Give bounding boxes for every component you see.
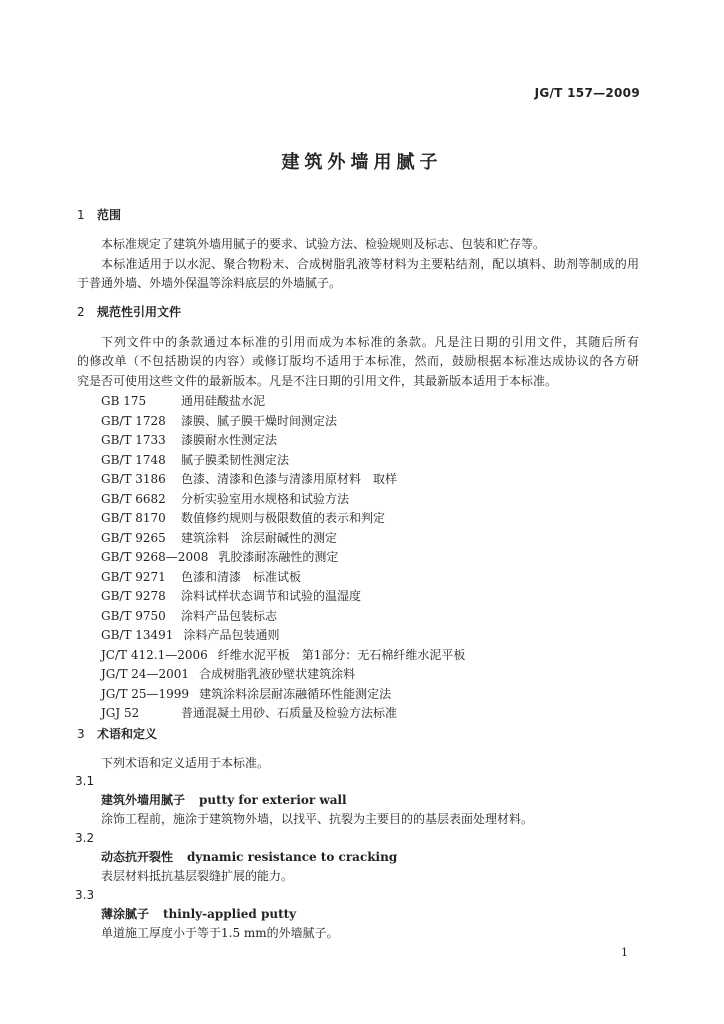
reference-code: GB/T 13491	[101, 628, 174, 642]
section-number: 2	[77, 305, 85, 319]
reference-item	[101, 569, 301, 585]
term-chinese: 动态抗开裂性	[101, 850, 174, 864]
reference-item	[101, 666, 355, 682]
reference-code: GB/T 1733	[101, 433, 166, 447]
reference-code: GB/T 1748	[101, 452, 166, 467]
reference-item	[101, 471, 397, 487]
term-english: thinly-applied putty	[163, 907, 297, 921]
reference-item	[101, 530, 337, 546]
term-entry	[101, 792, 347, 808]
reference-item	[101, 647, 465, 663]
reference-title: 涂料产品包装通则	[183, 628, 280, 642]
reference-title: 纤维水泥平板 第1部分：无石棉纤维水泥平板	[217, 647, 466, 662]
term-definition: 单道施工厚度小于等于1.5 mm的外墙腻子。	[101, 926, 339, 940]
reference-code: JG/T 24—2001	[101, 667, 190, 681]
standard-code: JG/T 157—2009	[534, 86, 640, 100]
section-3-heading	[77, 726, 157, 742]
reference-title: 分析实验室用水规格和试验方法	[181, 491, 350, 506]
reference-code: JG/T 25—1999	[101, 686, 190, 701]
reference-item	[101, 588, 361, 604]
reference-title: 普通混凝土用砂、石质量及检验方法标准	[181, 706, 398, 720]
term-english: putty for exterior wall	[199, 793, 347, 807]
reference-title: 通用硅酸盐水泥	[181, 394, 266, 408]
section-2-paragraph-b: 的修改单（不包括勘误的内容）或修订版均不适用于本标准，然而，鼓励根据本标准达成协议的各方研	[77, 354, 639, 368]
reference-code: GB/T 1728	[101, 413, 166, 428]
reference-title: 建筑涂料 涂层耐碱性的测定	[181, 530, 338, 545]
reference-title: 建筑涂料涂层耐冻融循环性能测定法	[199, 686, 392, 701]
reference-code: GB 175	[101, 394, 147, 408]
term-number: 3.2	[75, 831, 95, 845]
section-1-heading	[77, 207, 121, 223]
reference-code: GB/T 9268—2008	[101, 550, 209, 564]
reference-code: GB/T 8170	[101, 511, 166, 525]
reference-item	[101, 452, 289, 468]
reference-item	[101, 608, 277, 624]
section-1-paragraph-1: 本标准规定了建筑外墙用腻子的要求、试验方法、检验规则及标志、包装和贮存等。	[101, 237, 546, 251]
reference-title: 数值修约规则与极限数值的表示和判定	[181, 511, 386, 525]
section-2-paragraph-c: 究是否可使用这些文件的最新版本。凡是不注日期的引用文件，其最新版本适用于本标准。	[77, 374, 558, 388]
term-entry	[101, 906, 296, 922]
reference-code: GB/T 9750	[101, 608, 166, 623]
term-number: 3.3	[75, 888, 95, 902]
section-2-heading	[77, 304, 181, 320]
reference-title: 腻子膜柔韧性测定法	[181, 452, 290, 467]
reference-code: JC/T 412.1—2006	[101, 647, 208, 662]
reference-title: 漆膜耐水性测定法	[181, 433, 278, 447]
document-title: 建筑外墙用腻子	[281, 152, 443, 173]
reference-item	[101, 413, 337, 429]
section-number: 1	[77, 208, 85, 222]
term-chinese: 建筑外墙用腻子	[101, 793, 186, 807]
reference-code: JGJ 52	[101, 706, 140, 720]
section-number: 3	[77, 727, 85, 741]
term-entry	[101, 849, 397, 865]
reference-code: GB/T 9265	[101, 530, 166, 545]
reference-item	[101, 686, 391, 702]
term-number: 3.1	[75, 774, 95, 788]
reference-title: 漆膜、腻子膜干燥时间测定法	[181, 413, 338, 428]
reference-code: GB/T 6682	[101, 491, 166, 506]
reference-item	[101, 549, 338, 565]
reference-title: 乳胶漆耐冻融性的测定	[218, 550, 339, 564]
page-number: 1	[621, 946, 628, 959]
reference-item	[101, 705, 397, 721]
reference-item	[101, 491, 349, 507]
reference-title: 色漆、清漆和色漆与清漆用原材料 取样	[181, 472, 398, 486]
section-1-paragraph-2b: 于普通外墙、外墙外保温等涂料底层的外墙腻子。	[77, 276, 342, 290]
reference-title: 合成树脂乳液砂壁状建筑涂料	[199, 667, 356, 681]
reference-item	[101, 432, 277, 448]
term-definition: 涂饰工程前，施涂于建筑物外墙，以找平、抗裂为主要目的的基层表面处理材料。	[101, 812, 534, 826]
reference-title: 色漆和清漆 标准试板	[181, 569, 302, 584]
reference-code: GB/T 9278	[101, 589, 166, 603]
section-3-paragraph: 下列术语和定义适用于本标准。	[101, 756, 270, 770]
reference-code: GB/T 3186	[101, 472, 166, 486]
section-title: 术语和定义	[97, 727, 158, 741]
reference-item	[101, 510, 385, 526]
term-chinese: 薄涂腻子	[101, 907, 150, 921]
section-title: 规范性引用文件	[97, 305, 182, 319]
section-2-paragraph-a: 下列文件中的条款通过本标准的引用而成为本标准的条款。凡是注日期的引用文件，其随后所有	[101, 335, 639, 349]
term-english: dynamic resistance to cracking	[187, 850, 398, 864]
reference-item	[101, 627, 279, 643]
reference-code: GB/T 9271	[101, 569, 166, 584]
section-1-paragraph-2a: 本标准适用于以水泥、聚合物粉末、合成树脂乳液等材料为主要粘结剂，配以填料、助剂等制成的用	[101, 257, 639, 271]
reference-title: 涂料产品包装标志	[181, 608, 278, 623]
term-definition: 表层材料抵抗基层裂缝扩展的能力。	[101, 869, 294, 883]
section-title: 范围	[97, 208, 122, 222]
reference-item	[101, 393, 265, 409]
reference-title: 涂料试样状态调节和试验的温湿度	[181, 589, 362, 603]
